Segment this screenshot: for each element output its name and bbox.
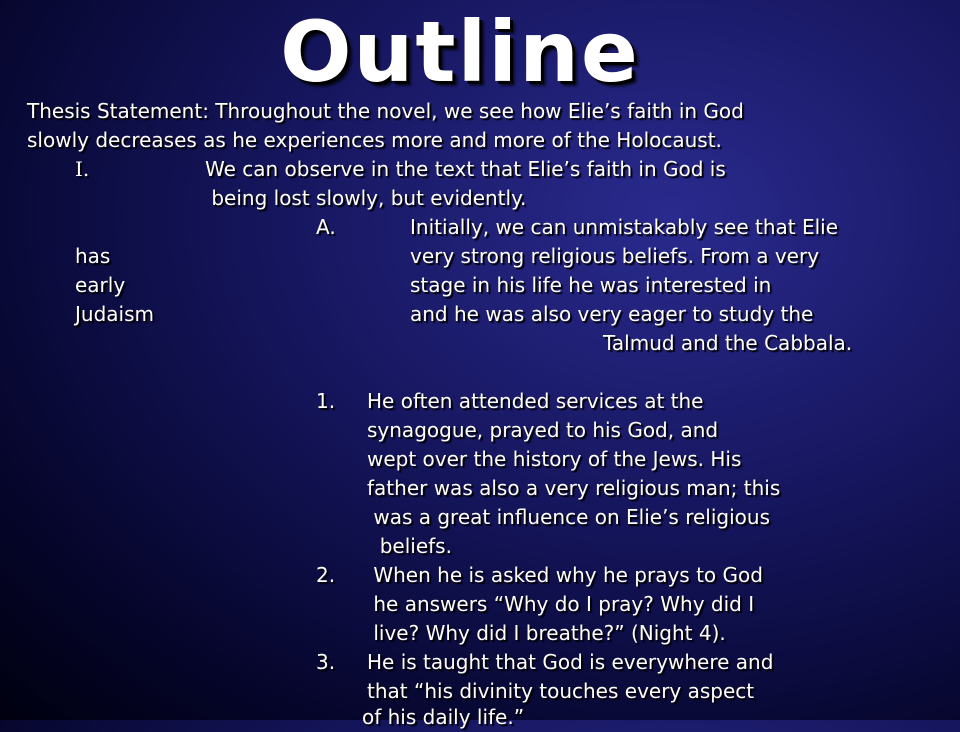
point-line: and he was also very eager to study the bbox=[410, 302, 814, 326]
item-line: he answers “Why do I pray? Why did I bbox=[367, 592, 755, 616]
point-left-word: early bbox=[75, 273, 126, 297]
section-line: We can observe in the text that Elie’s faith in God is bbox=[205, 157, 726, 181]
item-number: 1. bbox=[316, 389, 336, 413]
item-line: of his daily life.” bbox=[362, 705, 525, 729]
point-line: stage in his life he was interested in bbox=[410, 273, 772, 297]
item-line: He is taught that God is everywhere and bbox=[367, 650, 774, 674]
point-left-word: has bbox=[75, 244, 111, 268]
item-number: 2. bbox=[316, 563, 336, 587]
point-letter: A. bbox=[316, 215, 336, 239]
section-line: being lost slowly, but evidently. bbox=[205, 186, 527, 210]
item-line: He often attended services at the bbox=[367, 389, 704, 413]
item-line: live? Why did I breathe?” (Night 4). bbox=[367, 621, 726, 645]
thesis-line: slowly decreases as he experiences more and more of the Holocaust. bbox=[27, 128, 722, 152]
item-line: wept over the history of the Jews. His bbox=[367, 447, 742, 471]
slide-title: Outline bbox=[280, 3, 640, 101]
item-line: father was also a very religious man; this bbox=[367, 476, 781, 500]
item-line: was a great influence on Elie’s religious bbox=[367, 505, 770, 529]
section-numeral: I. bbox=[75, 157, 90, 181]
point-line: very strong religious beliefs. From a very bbox=[410, 244, 820, 268]
point-line: Talmud and the Cabbala. bbox=[603, 331, 853, 355]
thesis-line: Thesis Statement: Throughout the novel, we see how Elie’s faith in God bbox=[27, 99, 744, 123]
point-line: Initially, we can unmistakably see that Elie bbox=[410, 215, 839, 239]
item-line: that “his divinity touches every aspect bbox=[367, 679, 755, 703]
item-line: When he is asked why he prays to God bbox=[367, 563, 763, 587]
point-left-word: Judaism bbox=[75, 302, 154, 326]
item-line: beliefs. bbox=[367, 534, 452, 558]
item-line: synagogue, prayed to his God, and bbox=[367, 418, 719, 442]
item-number: 3. bbox=[316, 650, 336, 674]
